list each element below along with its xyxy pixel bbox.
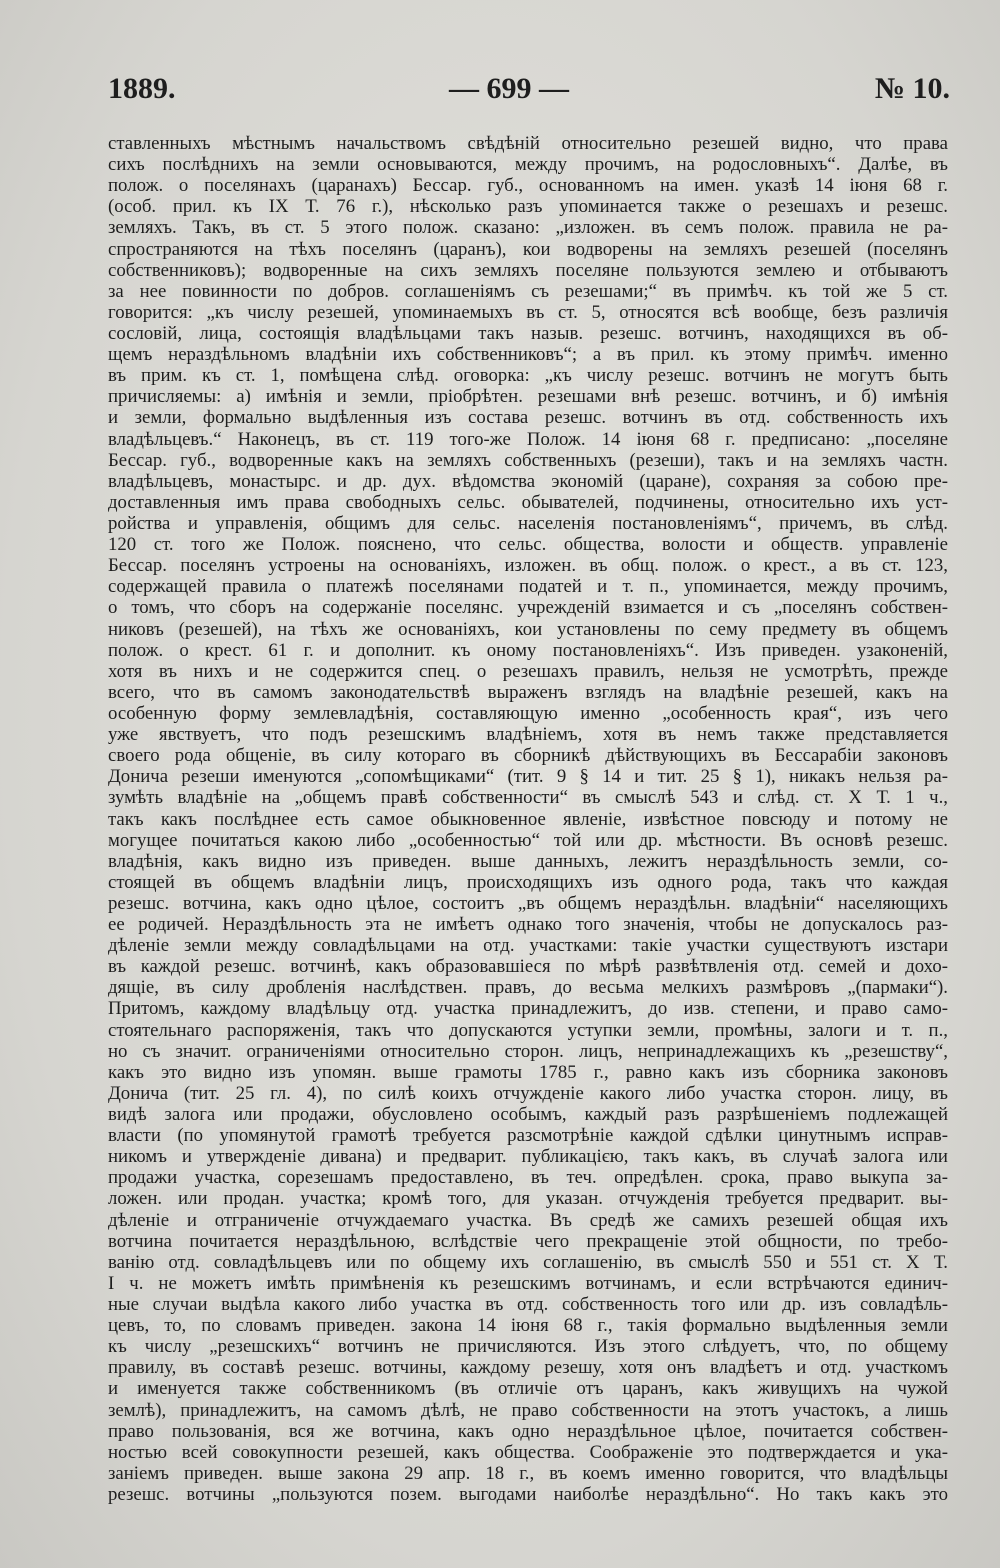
text-line: уже явствуетъ, что подъ резешскимъ владѣніемъ, хотя въ немъ также представляется	[108, 724, 948, 746]
text-line: въ прим. къ ст. 1, помѣщена слѣд. оговорка: „къ числу резешс. вотчинъ не могутъ быть	[108, 365, 948, 387]
text-line: ные случаи выдѣла какого либо участка въ отд. собственность того или др. изъ совладѣль-	[108, 1294, 948, 1316]
text-line: о томъ, что сборъ на содержаніе поселянс. учрежденій взимается и съ „поселянъ собствен-	[108, 597, 948, 619]
text-line: резешс. вотчина, какъ одно цѣлое, состоитъ „въ общемъ нераздѣльн. владѣніи“ населяющихъ	[108, 892, 948, 914]
issue-number: № 10.	[874, 72, 950, 105]
text-line: вотчина почитается нераздѣльною, вслѣдствіе чего прекращеніе этой общности, по требо-	[108, 1230, 948, 1252]
text-line: правилу, въ составѣ резешс. вотчины, каждому резешу, хотя онъ владѣетъ и отд. участкомъ	[108, 1357, 948, 1379]
page-header	[108, 72, 950, 112]
text-line: ностью всей совокупности резешей, какъ общества. Соображеніе это подтверждается и ука-	[108, 1441, 948, 1463]
text-line: собственниковъ); водворенные на сихъ земляхъ поселяне пользуются землею и отбываютъ	[108, 259, 948, 281]
text-line: ложен. или продан. участка; кромѣ того, для указан. отчужденія требуется предварит. вы-	[108, 1188, 948, 1210]
text-line: но съ значит. ограниченіями относительно сторон. лицъ, непринадлежащихъ къ „резешству“,	[108, 1040, 948, 1062]
text-line: дящіе, въ силу дробленія наслѣдствен. правъ, до весьма мелкихъ размѣровъ „(пармаки“).	[108, 977, 948, 999]
text-line: щемъ нераздѣльномъ владѣніи ихъ собственниковъ“; а въ прил. къ этому примѣч. именно	[108, 344, 948, 366]
text-line: ройства и управленія, общимъ для сельс. населенія постановленіямъ“, причемъ, въ слѣд.	[108, 512, 948, 534]
text-line: 120 ст. того же Полож. пояснено, что сельс. общества, волости и обществ. управленіе	[108, 534, 948, 556]
text-line: резешс. вотчины „пользуются позем. выгодами наиболѣе нераздѣльно“. Но такъ какъ это	[108, 1484, 948, 1505]
text-line: особенную форму землевладѣнія, составляющую именно „особенность края“, изъ чего	[108, 702, 948, 724]
text-line: причисляемы: а) имѣнія и земли, пріобрѣтен. резешами внѣ резешс. вотчинъ, и б) имѣнія	[108, 386, 948, 408]
text-line: Донича резеши именуются „сопомѣщиками“ (тит. 9 § 14 и тит. 25 § 1), никакъ нельзя ра-	[108, 766, 948, 788]
text-line: земляхъ. Такъ, въ ст. 5 этого полож. сказано: „изложен. въ семъ полож. правила не ра-	[108, 217, 948, 239]
text-line: ванію отд. совладѣльцевъ или по общему ихъ соглашенію, въ смыслѣ 550 и 551 ст. X Т.	[108, 1251, 948, 1273]
text-line: и земли, формально выдѣленныя изъ состава резешс. вотчинъ въ отд. собственность ихъ	[108, 407, 948, 429]
text-line: цевъ, то, по словамъ приведен. закона 14 іюня 68 г., такія формально выдѣленныя земли	[108, 1315, 948, 1337]
text-line: (особ. прил. къ IX Т. 76 г.), нѣсколько разъ упоминается также о резешахъ и резешс.	[108, 196, 948, 218]
text-line: никомъ и утвержденіе дивана) и предварит. публикацією, такъ какъ, въ случаѣ залога или	[108, 1146, 948, 1168]
text-line: своего рода общеніе, въ силу котораго въ сборникѣ дѣйствующихъ въ Бессарабіи законовъ	[108, 745, 948, 767]
text-line: дѣленіе земли между совладѣльцами на отд. участками: такіе участки существуютъ изстари	[108, 935, 948, 957]
text-line: говорится: „къ числу резешей, упоминаемыхъ въ ст. 5, относятся всѣ вообще, безъ различія	[108, 301, 948, 323]
text-line: Притомъ, каждому владѣльцу отд. участка принадлежитъ, до изв. степени, и право само-	[108, 998, 948, 1020]
text-line: могущее почитаться какою либо „особенностью“ той или др. мѣстности. Въ основѣ резешс.	[108, 829, 948, 851]
text-line: полож. о поселянахъ (царанахъ) Бессар. губ., основанномъ на имен. указѣ 14 іюня 68 г.	[108, 175, 948, 197]
text-line: къ числу „резешскихъ“ вотчинъ не причисляются. Изъ этого слѣдуетъ, что, по общему	[108, 1336, 948, 1358]
text-line: право пользованія, вся же вотчина, какъ одно нераздѣльное цѣлое, почитается собствен-	[108, 1420, 948, 1442]
text-line: дѣленіе и отграниченіе отчуждаемаго участка. Въ средѣ же самихъ резешей общая ихъ	[108, 1209, 948, 1231]
year-label: 1889.	[108, 72, 176, 105]
text-line: ее родичей. Нераздѣльность эта не имѣетъ однако того значенія, чтобы не допускалось раз-	[108, 914, 948, 936]
text-line: Бессар. поселянъ устроены на основаніяхъ, изложен. въ общ. полож. о крест., а въ ст. 123,	[108, 555, 948, 577]
text-line: владѣльцевъ.“ Наконецъ, въ ст. 119 того-же Полож. 14 іюня 68 г. предписано: „поселяне	[108, 428, 948, 450]
text-line: сихъ послѣднихъ на земли основываются, между прочимъ, на родословныхъ“. Далѣе, въ	[108, 154, 948, 176]
text-line: сословій, лица, состоящія владѣльцами такъ назыв. резешс. вотчинъ, находящихся въ об-	[108, 322, 948, 344]
text-line: никовъ (резешей), на тѣхъ же основаніяхъ, кои установлены по сему предмету въ общемъ	[108, 618, 948, 640]
text-line: I ч. не можетъ имѣть примѣненія къ резешскимъ вотчинамъ, и если встрѣчаются единич-	[108, 1272, 948, 1294]
body-text	[108, 133, 948, 1505]
text-line: содержащей правила о платежѣ поселянами податей и т. п., упоминается, между прочимъ,	[108, 576, 948, 598]
text-line: спространяются на тѣхъ поселянъ (царанъ), кои водворены на земляхъ резешей (поселянъ	[108, 238, 948, 260]
text-line: Донича (тит. 25 гл. 4), по силѣ коихъ отчужденіе какого либо участка сторон. лицу, въ	[108, 1082, 948, 1104]
text-line: власти (по упомянутой грамотѣ требуется разсмотрѣніе каждой сдѣлки цинутнымъ исправ-	[108, 1125, 948, 1147]
text-line: доставленныя имъ права свободныхъ сельс. обывателей, подчинены, относительно ихъ уст-	[108, 491, 948, 513]
text-line: стоятельнаго распоряженія, такъ что допускаются уступки земли, промѣны, залоги и т. п.,	[108, 1019, 948, 1041]
text-line: какъ это видно изъ упомян. выше грамоты 1785 г., равно какъ изъ сборника законовъ	[108, 1061, 948, 1083]
text-line: видѣ залога или продажи, обусловлено особымъ, каждый разъ разрѣшеніемъ подлежащей	[108, 1104, 948, 1126]
text-line: ставленныхъ мѣстнымъ начальствомъ свѣдѣній относительно резешей видно, что права	[108, 133, 948, 154]
text-line: продажи участка, сорезешамъ предоставлено, въ теч. опредѣлен. срока, право выкупа за-	[108, 1167, 948, 1189]
text-line: стоящей въ общемъ владѣніи лицъ, происходящихъ изъ одного рода, такъ что каждая	[108, 871, 948, 893]
text-line: хотя въ нихъ и не содержится спец. о резешахъ правилъ, нельзя не усмотрѣть, прежде	[108, 660, 948, 682]
text-line: владѣльцевъ, монастырс. и др. дух. вѣдомства экономій (царане), сохраняя за собою пре-	[108, 470, 948, 492]
text-line: въ каждой резешс. вотчинѣ, какъ образовавшіеся по мѣрѣ развѣтвленія отд. семей и дохо-	[108, 956, 948, 978]
text-line: заніемъ приведен. выше закона 29 апр. 18 г., въ коемъ именно говорится, что владѣльцы	[108, 1462, 948, 1484]
text-line: Бессар. губ., водворенные какъ на земляхъ собственныхъ (резеши), такъ и на земляхъ частн.	[108, 449, 948, 471]
text-line: полож. о крест. 61 г. и дополнит. къ оному постановленіяхъ“. Изъ приведен. узаконеній,	[108, 639, 948, 661]
page-number: — 699 —	[449, 72, 569, 105]
text-line: землѣ), принадлежитъ, на самомъ дѣлѣ, не право собственности на этотъ участокъ, а лишь	[108, 1399, 948, 1421]
text-line: всего, что въ самомъ законодательствѣ выраженъ взглядъ на владѣніе резешей, какъ на	[108, 681, 948, 703]
text-line: и именуется также собственникомъ (въ отличіе отъ царанъ, какъ живущихъ на чужой	[108, 1378, 948, 1400]
text-line: такъ какъ послѣднее есть самое обыкновенное явленіе, извѣстное повсюду и потому не	[108, 808, 948, 830]
text-line: за нее повинности по добров. соглашеніямъ съ резешами;“ въ примѣч. къ той же 5 ст.	[108, 280, 948, 302]
text-line: зумѣть владѣніе на „общемъ правѣ собственности“ въ смыслѣ 543 и слѣд. ст. X Т. 1 ч.,	[108, 787, 948, 809]
text-line: владѣнія, какъ видно изъ приведен. выше данныхъ, лежитъ нераздѣльность земли, со-	[108, 850, 948, 872]
